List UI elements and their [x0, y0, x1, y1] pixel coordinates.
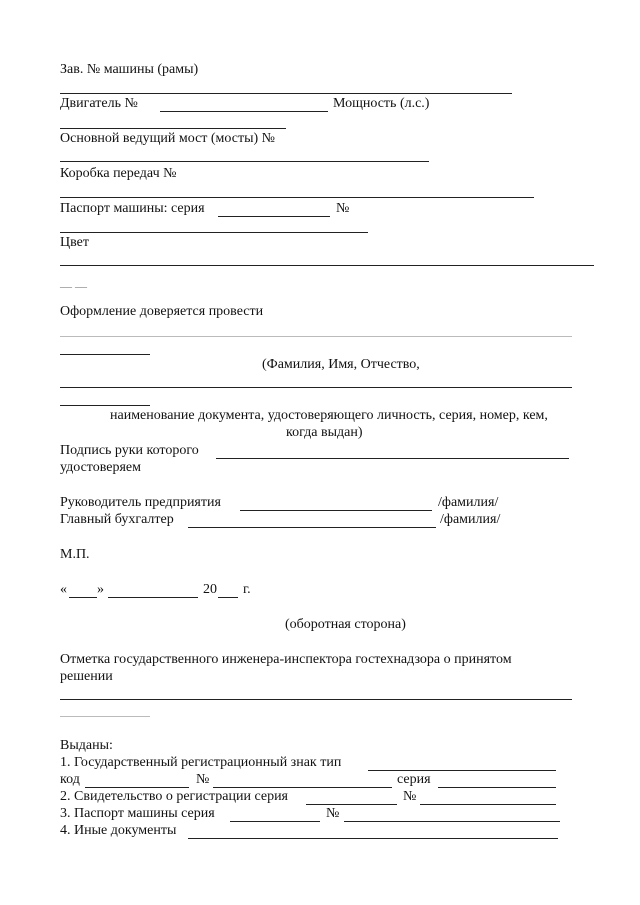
item2-series-field[interactable]	[306, 804, 397, 805]
engine-label: Двигатель №	[60, 96, 138, 111]
entrust-field-line-1[interactable]	[60, 336, 572, 337]
entrust-label: Оформление доверяется провести	[60, 304, 264, 319]
power-field[interactable]	[60, 128, 286, 129]
power-label: Мощность (л.с.)	[333, 96, 430, 111]
engine-number-field[interactable]	[160, 111, 328, 112]
director-suffix: /фамилия/	[438, 495, 499, 510]
gearbox-field[interactable]	[60, 197, 534, 198]
id-hint-line-2: когда выдан)	[286, 425, 363, 440]
item3-series-field[interactable]	[230, 821, 320, 822]
item3-number-field[interactable]	[344, 821, 560, 822]
signature-field[interactable]	[216, 458, 569, 459]
date-month-field[interactable]	[108, 597, 198, 598]
signature-label: Подпись руки которого	[60, 443, 199, 458]
axle-label: Основной ведущий мост (мосты) №	[60, 131, 276, 146]
entrust-field-line-3[interactable]	[60, 387, 572, 388]
date-open-quote: «	[60, 582, 67, 597]
accountant-field[interactable]	[188, 527, 436, 528]
item3-label: 3. Паспорт машины серия	[60, 806, 215, 821]
issued-label: Выданы:	[60, 738, 113, 753]
gearbox-label: Коробка передач №	[60, 166, 177, 181]
director-field[interactable]	[240, 510, 432, 511]
inspector-label: Отметка государственного инженера-инспектора гостехнадзора о принятом	[60, 652, 512, 667]
passport-label: Паспорт машины: серия	[60, 201, 205, 216]
inspector-decision-field-2[interactable]	[60, 716, 150, 717]
entrust-field-line-2[interactable]	[60, 354, 150, 355]
item4-field[interactable]	[188, 838, 558, 839]
item1-no-label: №	[196, 772, 210, 787]
entrust-field-line-4[interactable]	[60, 405, 150, 406]
id-hint-line-1: наименование документа, удостоверяющего личность, серия, номер, кем,	[110, 408, 548, 423]
item1-type-field[interactable]	[368, 770, 556, 771]
inspector-decision-field[interactable]	[60, 699, 572, 700]
color-field[interactable]	[60, 265, 594, 266]
passport-no-label: №	[336, 201, 350, 216]
back-side-title: (оборотная сторона)	[285, 617, 406, 632]
passport-series-field[interactable]	[218, 216, 330, 217]
item1-number-field[interactable]	[213, 787, 392, 788]
accountant-suffix: /фамилия/	[440, 512, 501, 527]
item1-label: 1. Государственный регистрационный знак тип	[60, 755, 342, 770]
date-year-field[interactable]	[218, 597, 238, 598]
serial-number-field[interactable]	[60, 93, 512, 94]
signature-label-2: удостоверяем	[60, 460, 141, 475]
item2-number-field[interactable]	[420, 804, 556, 805]
item2-label: 2. Свидетельство о регистрации серия	[60, 789, 288, 804]
date-year-suffix: г.	[243, 582, 251, 597]
accountant-label: Главный бухгалтер	[60, 512, 174, 527]
dash-marker: — —	[60, 279, 87, 293]
axle-field[interactable]	[60, 161, 429, 162]
item1-series-field[interactable]	[438, 787, 556, 788]
item1-code-field[interactable]	[85, 787, 189, 788]
item1-code-label: код	[60, 772, 80, 787]
item1-series-label: серия	[397, 772, 431, 787]
seal-label: М.П.	[60, 547, 90, 562]
date-close-quote: »	[97, 582, 104, 597]
date-day-field[interactable]	[69, 597, 97, 598]
color-label: Цвет	[60, 235, 89, 250]
item2-no-label: №	[403, 789, 417, 804]
item3-no-label: №	[326, 806, 340, 821]
date-year-prefix: 20	[203, 582, 217, 597]
item4-label: 4. Иные документы	[60, 823, 177, 838]
serial-number-label: Зав. № машины (рамы)	[60, 62, 199, 77]
director-label: Руководитель предприятия	[60, 495, 221, 510]
inspector-label-2: решении	[60, 669, 113, 684]
passport-number-field[interactable]	[60, 232, 368, 233]
fio-hint: (Фамилия, Имя, Отчество,	[262, 357, 420, 372]
